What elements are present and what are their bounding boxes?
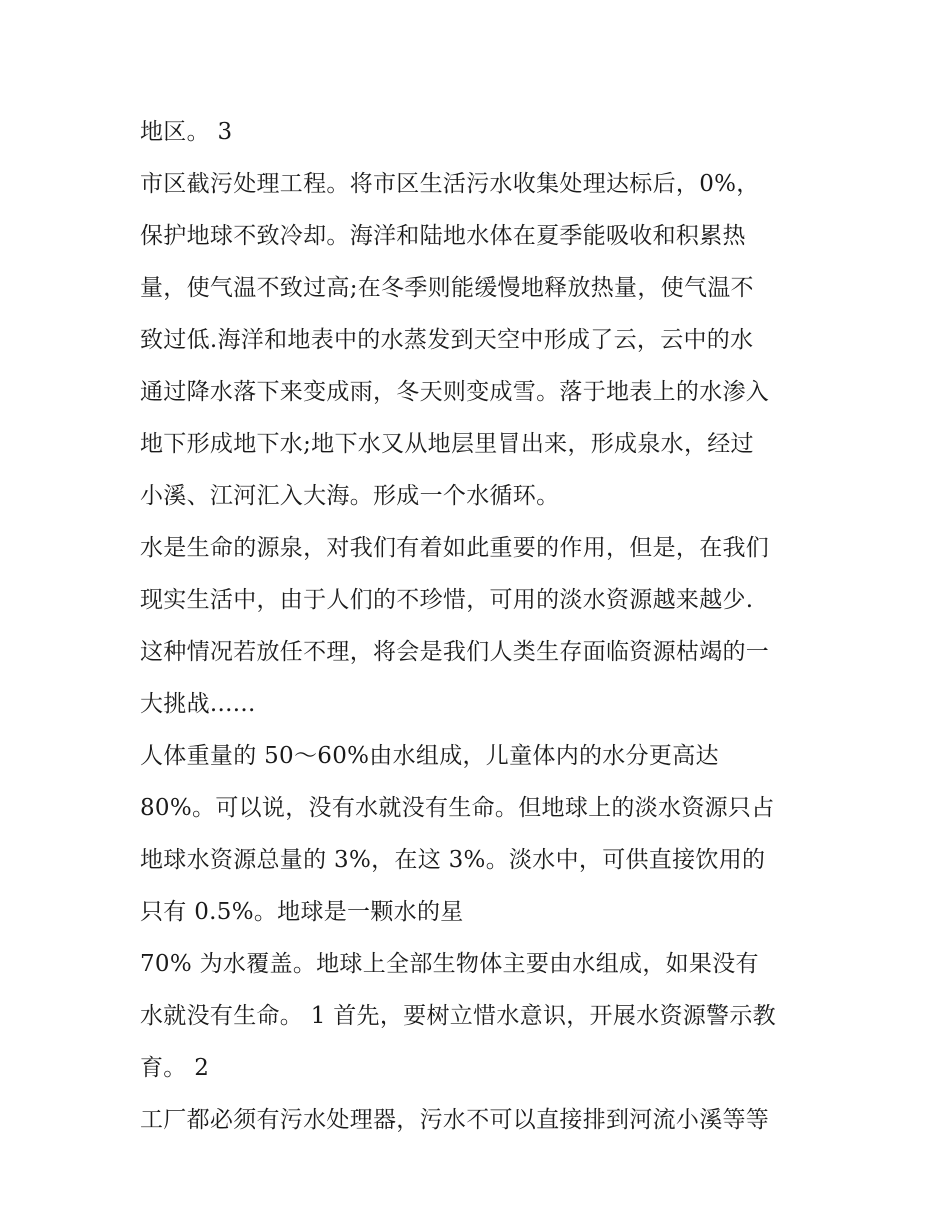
text-line: 70% 为水覆盖。地球上全部生物体主要由水组成，如果没有 xyxy=(140,951,759,977)
text-line: 量，使气温不致过高;在冬季则能缓慢地释放热量，使气温不 xyxy=(140,275,754,301)
text-line: 水是生命的源泉，对我们有着如此重要的作用，但是，在我们 xyxy=(140,535,770,561)
text-line: 人体重量的 50～60%由水组成，儿童体内的水分更高达 xyxy=(140,743,719,769)
document-body xyxy=(140,106,840,1146)
text-line: 保护地球不致冷却。海洋和陆地水体在夏季能吸收和积累热 xyxy=(140,223,746,249)
text-line: 这种情况若放任不理，将会是我们人类生存面临资源枯竭的一 xyxy=(140,639,770,665)
text-line: 水就没有生命。 1 首先，要树立惜水意识，开展水资源警示教 xyxy=(140,1003,776,1029)
text-line: 地球水资源总量的 3%，在这 3%。淡水中，可供直接饮用的 xyxy=(140,847,766,873)
text-line: 大挑战...... xyxy=(140,691,256,717)
text-line: 只有 0.5%。地球是一颗水的星 xyxy=(140,899,464,925)
text-line: 通过降水落下来变成雨，冬天则变成雪。落于地表上的水渗入 xyxy=(140,379,770,405)
text-line: 现实生活中，由于人们的不珍惜，可用的淡水资源越来越少. xyxy=(140,587,754,613)
text-line: 小溪、江河汇入大海。形成一个水循环。 xyxy=(140,483,560,509)
text-line: 地区。 3 xyxy=(140,119,233,145)
text-line: 地下形成地下水;地下水又从地层里冒出来，形成泉水，经过 xyxy=(140,431,754,457)
text-line: 育。 2 xyxy=(140,1055,210,1081)
text-line: 80%。可以说，没有水就没有生命。但地球上的淡水资源只占 xyxy=(140,795,775,821)
text-line: 市区截污处理工程。将市区生活污水收集处理达标后，0%， xyxy=(140,171,760,197)
text-line: 工厂都必须有污水处理器，污水不可以直接排到河流小溪等等 xyxy=(140,1107,770,1133)
text-line: 致过低.海洋和地表中的水蒸发到天空中形成了云，云中的水 xyxy=(140,327,754,353)
